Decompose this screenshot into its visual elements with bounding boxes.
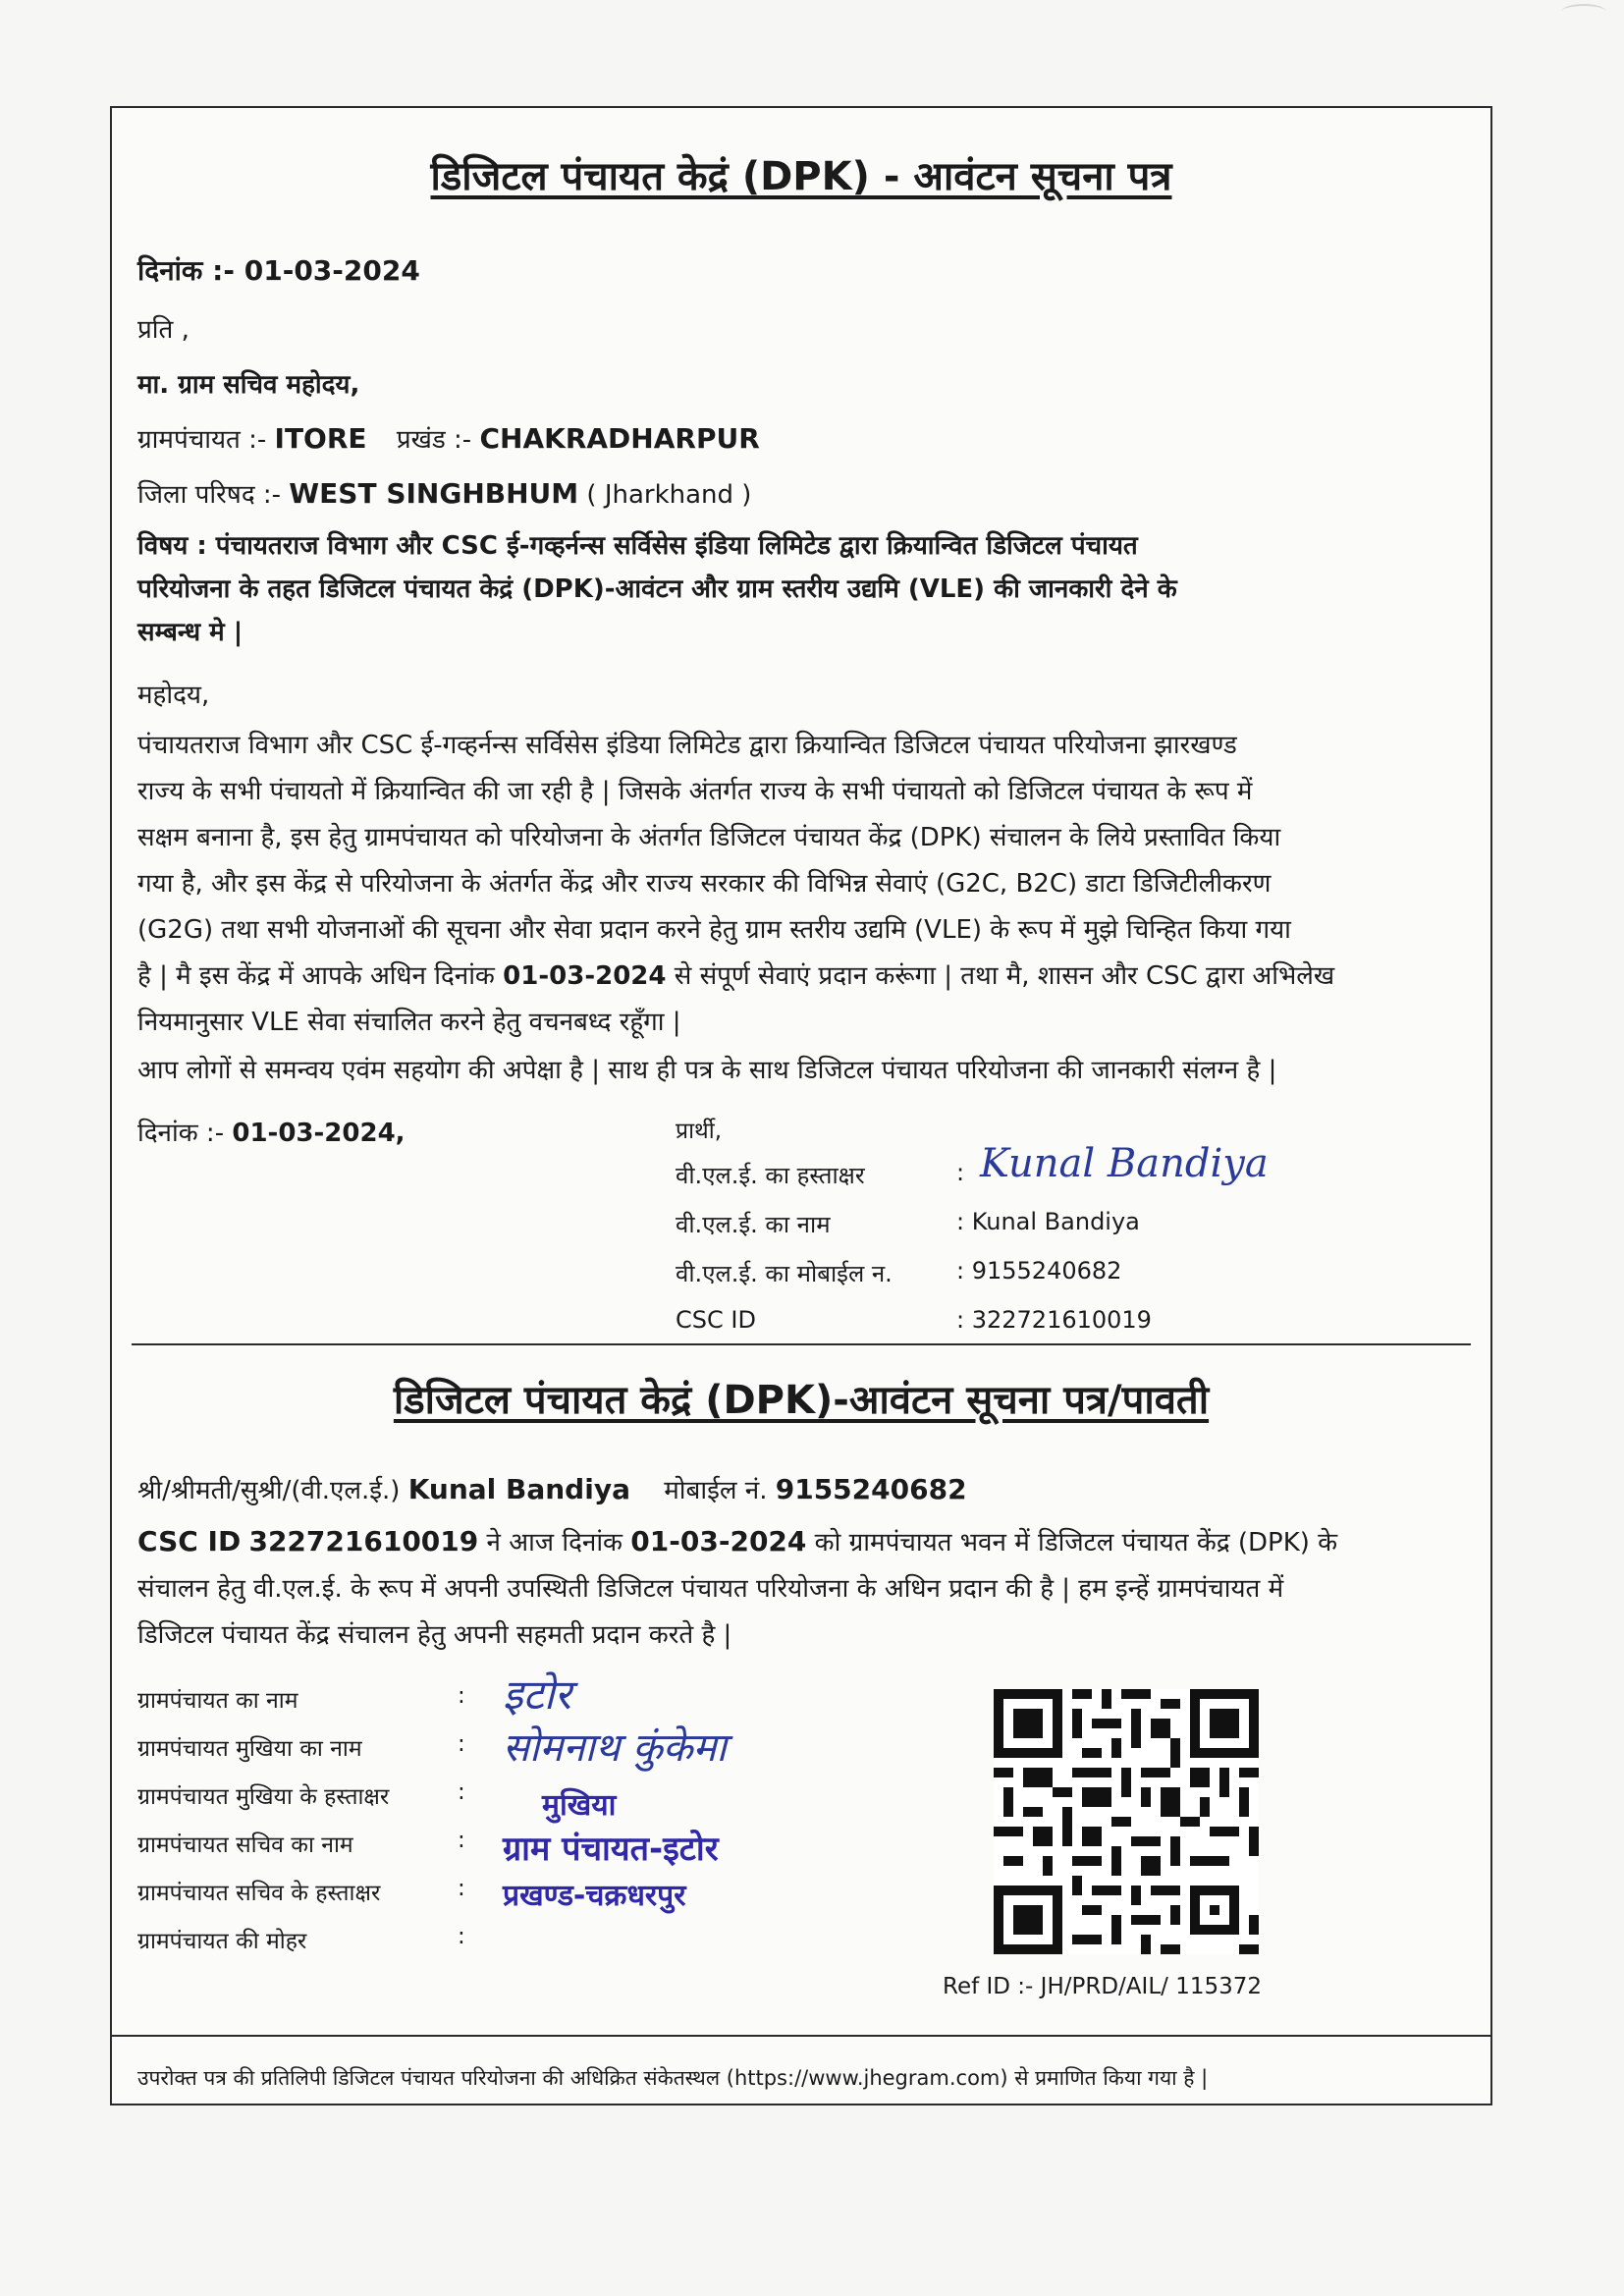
gram-line — [137, 420, 760, 456]
date-line — [137, 251, 420, 289]
date-label: दिनांक :- — [137, 254, 235, 287]
body-paragraph — [137, 723, 1473, 1046]
subject-line: सम्बन्ध मे | — [137, 618, 244, 647]
field-colon: : — [458, 1683, 465, 1709]
field-colon: : — [458, 1828, 465, 1853]
body-date: 01-03-2024 — [503, 961, 667, 991]
addressee: मा. ग्राम सचिव महोदय, — [137, 370, 360, 400]
prarthi: प्रार्थी, — [676, 1119, 723, 1144]
receipt-vle-name: Kunal Bandiya — [407, 1473, 630, 1505]
footer-divider — [112, 2035, 1490, 2037]
receipt-csc-id: 322721610019 — [248, 1525, 479, 1558]
receipt-date: 01-03-2024 — [630, 1525, 807, 1558]
vle-name-value: : Kunal Bandiya — [956, 1208, 1140, 1235]
body-line: (G2G) तथा सभी योजनाओं की सूचना और सेवा प्रदान करने हेतु ग्राम स्तरीय उद्यमि (VLE) के रूप में मुझे चिन्हित किया गया — [137, 915, 1291, 945]
body-line: राज्य के सभी पंचायतो में क्रियान्वित की जा रही है | जिसके अंतर्गत राज्य के सभी पंचायतो को डिजिटल पंचायत के रूप में — [137, 777, 1253, 806]
vle-signature-colon: : — [956, 1159, 965, 1186]
zila-line — [137, 475, 751, 511]
gram-value: ITORE — [274, 422, 367, 455]
field-colon: : — [458, 1924, 465, 1949]
vle-signature-label: वी.एल.ई. का हस्ताक्षर — [676, 1162, 865, 1189]
footer-note: उपरोक्त पत्र की प्रतिलिपी डिजिटल पंचायत परियोजना की अधिक्रित संकेतस्थल (https://www.jhegram.com) से प्रमाणित किया गया है | — [137, 2066, 1209, 2090]
field-label: ग्रामपंचायत सचिव के हस्ताक्षर — [137, 1881, 381, 1906]
body-line: गया है, और इस केंद्र से परियोजना के अंतर्गत केंद्र और राज्य सरकार की विभिन्न सेवाएं (G2C, B2C) डाटा डिजिटीलीकरण — [137, 869, 1272, 899]
receipt-paragraph — [137, 1518, 1473, 1659]
state: ( Jharkhand ) — [586, 480, 752, 510]
sign-date-label: दिनांक :- — [137, 1119, 225, 1148]
field-label: ग्रामपंचायत की मोहर — [137, 1929, 307, 1954]
salutation: महोदय, — [137, 681, 210, 710]
csc-id-value: : 322721610019 — [956, 1306, 1152, 1334]
receipt-title: डिजिटल पंचायत केद्रं (DPK)-आवंटन सूचना पत्र/पावती — [393, 1378, 1210, 1423]
field-colon: : — [458, 1731, 465, 1757]
stamp-gram-panchayat: ग्राम पंचायत-इटोर — [503, 1830, 719, 1869]
handwritten-gram-name: इटोर — [503, 1670, 571, 1719]
qr-code — [994, 1689, 1259, 1954]
body-line: नियमानुसार VLE सेवा संचालित करने हेतु वचनबध्द रहूँगा | — [137, 1008, 681, 1037]
field-colon: : — [458, 1876, 465, 1901]
body-line: पंचायतराज विभाग और CSC ई-गव्हर्नन्स सर्विसेस इंडिया लिमिटेड द्वारा क्रियान्वित डिजिटल पंचायत परियोजना झारखण्ड — [137, 731, 1237, 760]
field-colon: : — [458, 1779, 465, 1805]
field-label: ग्रामपंचायत मुखिया का नाम — [137, 1736, 362, 1762]
receipt-line: डिजिटल पंचायत केंद्र संचालन हेतु अपनी सहमती प्रदान करते है | — [137, 1620, 732, 1650]
receipt-vle-line — [137, 1471, 967, 1506]
vle-mobile-value: : 9155240682 — [956, 1257, 1122, 1285]
prakhand-label: प्रखंड :- — [396, 425, 472, 455]
field-label: ग्रामपंचायत सचिव का नाम — [137, 1832, 353, 1858]
receipt-line: संचालन हेतु वी.एल.ई. के रूप में अपनी उपस्थिती डिजिटल पंचायत परियोजना के अधिन प्रदान की है | हम इन्हें ग्रामपंचायत में — [137, 1574, 1284, 1604]
shri-label: श्री/श्रीमती/सुश्री/(वी.एल.ई.) — [137, 1476, 401, 1505]
sign-date-value: 01-03-2024, — [232, 1119, 406, 1148]
ref-id: Ref ID :- JH/PRD/AIL/ 115372 — [943, 1974, 1262, 1999]
subject-line: विषय : पंचायतराज विभाग और CSC ई-गव्हर्नन्स सर्विसेस इंडिया लिमिटेड द्वारा क्रियान्वित डिजिटल पंचायत — [137, 531, 1138, 561]
receipt-mobile-label: मोबाईल नं. — [664, 1476, 768, 1505]
letter-frame — [110, 106, 1492, 2105]
zila-value: WEST SINGHBHUM — [289, 477, 579, 510]
sign-date — [137, 1114, 406, 1149]
date-value: 01-03-2024 — [244, 254, 420, 287]
receipt-line: CSC ID 322721610019 ने आज दिनांक 01-03-2024 को ग्रामपंचायत भवन में डिजिटल पंचायत केंद्र (DPK) के — [137, 1525, 1338, 1558]
receipt-mobile-value: 9155240682 — [775, 1473, 967, 1505]
vle-name-label: वी.एल.ई. का नाम — [676, 1211, 831, 1238]
subject — [137, 524, 1473, 654]
csc-id-label: CSC ID — [676, 1306, 756, 1334]
body-line: है | मै इस केंद्र में आपके अधिन दिनांक 01-03-2024 से संपूर्ण सेवाएं प्रदान करूंगा | तथा मै, शासन और CSC द्वारा अभिलेख — [137, 961, 1335, 991]
vle-mobile-label: वी.एल.ई. का मोबाईल न. — [676, 1260, 893, 1287]
field-label: ग्रामपंचायत का नाम — [137, 1688, 298, 1714]
prakhand-value: CHAKRADHARPUR — [479, 422, 760, 455]
vle-signature: Kunal Bandiya — [980, 1141, 1269, 1186]
field-label: ग्रामपंचायत मुखिया के हस्ताक्षर — [137, 1784, 390, 1810]
section-divider — [132, 1343, 1471, 1345]
prati: प्रति , — [137, 315, 189, 345]
handwritten-mukhiya-name: सोमनाथ कुंकेमा — [503, 1725, 727, 1771]
zila-label: जिला परिषद :- — [137, 480, 282, 510]
closing: आप लोगों से समन्वय एवंम सहयोग की अपेक्षा है | साथ ही पत्र के साथ डिजिटल पंचायत परियोजना की जानकारी संलग्न है | — [137, 1056, 1277, 1085]
scan-mark — [1561, 4, 1606, 20]
stamp-prakhand: प्रखण्ड-चक्रधरपुर — [503, 1879, 686, 1913]
gram-label: ग्रामपंचायत :- — [137, 425, 267, 455]
subject-line: परियोजना के तहत डिजिटल पंचायत केद्रं (DPK)-आवंटन और ग्राम स्तरीय उद्यमि (VLE) की जानकारी देने के — [137, 574, 1177, 604]
page-title: डिजिटल पंचायत केद्रं (DPK) - आवंटन सूचना पत्र — [430, 154, 1172, 199]
stamp-mukhiya: मुखिया — [542, 1788, 617, 1823]
body-line: सक्षम बनाना है, इस हेतु ग्रामपंचायत को परियोजना के अंतर्गत डिजिटल पंचायत केंद्र (DPK) संचालन के लिये प्रस्तावित किया — [137, 823, 1281, 852]
